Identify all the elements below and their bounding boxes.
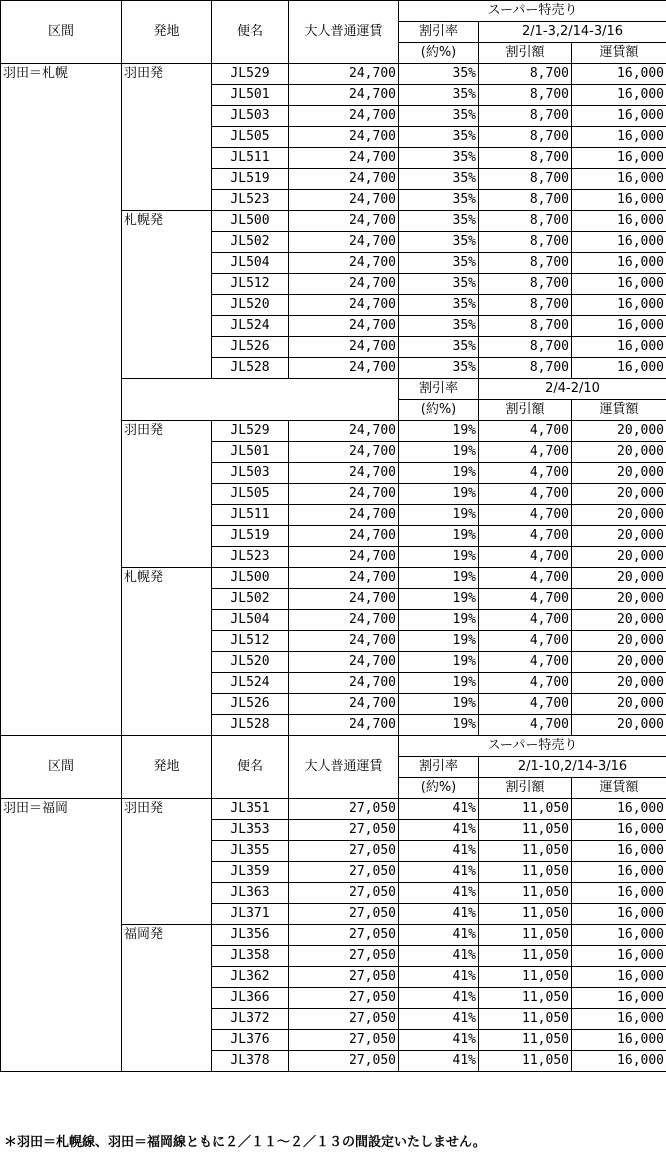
flight-number: JL505 <box>212 484 289 505</box>
col-header-origin: 発地 <box>122 1 212 64</box>
discount-rate-value: 19% <box>399 589 479 610</box>
flight-number: JL500 <box>212 211 289 232</box>
fare-amount-value: 20,000 <box>572 673 666 694</box>
discount-amount-value: 4,700 <box>479 568 572 589</box>
flight-number: JL523 <box>212 547 289 568</box>
normal-fare-value: 24,700 <box>289 106 399 127</box>
flight-number: JL353 <box>212 820 289 841</box>
normal-fare-value: 24,700 <box>289 484 399 505</box>
discount-amount-value: 8,700 <box>479 169 572 190</box>
normal-fare-value: 24,700 <box>289 337 399 358</box>
normal-fare-value: 24,700 <box>289 610 399 631</box>
discount-amount-value: 8,700 <box>479 148 572 169</box>
flight-number: JL526 <box>212 694 289 715</box>
fare-amount-value: 20,000 <box>572 715 666 736</box>
normal-fare-value: 27,050 <box>289 988 399 1009</box>
discount-rate-value: 41% <box>399 967 479 988</box>
discount-amount-value: 4,700 <box>479 652 572 673</box>
fare-amount-value: 20,000 <box>572 505 666 526</box>
discount-amount-value: 8,700 <box>479 253 572 274</box>
col-header-fare-amount: 運賃額 <box>572 778 666 799</box>
discount-amount-value: 8,700 <box>479 127 572 148</box>
flight-number: JL500 <box>212 568 289 589</box>
normal-fare-value: 24,700 <box>289 232 399 253</box>
flight-number: JL359 <box>212 862 289 883</box>
normal-fare-value: 27,050 <box>289 820 399 841</box>
discount-rate-value: 35% <box>399 232 479 253</box>
flight-number: JL524 <box>212 316 289 337</box>
origin-label: 札幌発 <box>122 568 212 736</box>
fare-amount-value: 16,000 <box>572 820 666 841</box>
discount-amount-value: 4,700 <box>479 505 572 526</box>
discount-rate-value: 35% <box>399 316 479 337</box>
flight-number: JL366 <box>212 988 289 1009</box>
discount-amount-value: 4,700 <box>479 547 572 568</box>
period-label: 2/1-3,2/14-3/16 <box>479 22 666 43</box>
fare-amount-value: 16,000 <box>572 169 666 190</box>
col-header-origin: 発地 <box>122 736 212 799</box>
normal-fare-value: 24,700 <box>289 358 399 379</box>
fare-amount-value: 16,000 <box>572 883 666 904</box>
normal-fare-value: 24,700 <box>289 421 399 442</box>
discount-rate-value: 35% <box>399 85 479 106</box>
normal-fare-value: 24,700 <box>289 316 399 337</box>
fare-amount-value: 16,000 <box>572 358 666 379</box>
discount-amount-value: 11,050 <box>479 1030 572 1051</box>
discount-amount-value: 8,700 <box>479 64 572 85</box>
col-header-super-sale: スーパー特売り <box>399 1 666 22</box>
fare-amount-value: 16,000 <box>572 316 666 337</box>
flight-number: JL512 <box>212 631 289 652</box>
normal-fare-value: 24,700 <box>289 652 399 673</box>
normal-fare-value: 24,700 <box>289 442 399 463</box>
discount-rate-value: 41% <box>399 1009 479 1030</box>
discount-rate-value: 41% <box>399 904 479 925</box>
discount-amount-value: 11,050 <box>479 799 572 820</box>
flight-number: JL520 <box>212 652 289 673</box>
discount-rate-value: 19% <box>399 505 479 526</box>
discount-rate-value: 41% <box>399 820 479 841</box>
flight-number: JL351 <box>212 799 289 820</box>
col-header-approx-pct: (約%) <box>399 400 479 421</box>
fare-amount-value: 16,000 <box>572 1051 666 1072</box>
discount-rate-value: 41% <box>399 925 479 946</box>
flight-number: JL378 <box>212 1051 289 1072</box>
discount-amount-value: 11,050 <box>479 1051 572 1072</box>
table-row <box>1 64 666 85</box>
normal-fare-value: 24,700 <box>289 526 399 547</box>
origin-label: 札幌発 <box>122 211 212 379</box>
fare-amount-value: 16,000 <box>572 841 666 862</box>
col-header-normal-fare: 大人普通運賃 <box>289 1 399 64</box>
col-header-normal-fare: 大人普通運賃 <box>289 736 399 799</box>
col-header-section: 区間 <box>1 1 122 64</box>
fare-amount-value: 20,000 <box>572 526 666 547</box>
normal-fare-value: 27,050 <box>289 946 399 967</box>
fare-amount-value: 16,000 <box>572 967 666 988</box>
fare-amount-value: 20,000 <box>572 463 666 484</box>
discount-amount-value: 8,700 <box>479 211 572 232</box>
normal-fare-value: 24,700 <box>289 673 399 694</box>
discount-rate-value: 41% <box>399 1051 479 1072</box>
flight-number: JL511 <box>212 505 289 526</box>
normal-fare-value: 24,700 <box>289 274 399 295</box>
flight-number: JL529 <box>212 421 289 442</box>
discount-amount-value: 11,050 <box>479 988 572 1009</box>
discount-amount-value: 8,700 <box>479 190 572 211</box>
normal-fare-value: 24,700 <box>289 253 399 274</box>
fare-amount-value: 16,000 <box>572 1030 666 1051</box>
header-row <box>1 736 666 757</box>
flight-number: JL512 <box>212 274 289 295</box>
discount-amount-value: 4,700 <box>479 463 572 484</box>
discount-amount-value: 11,050 <box>479 967 572 988</box>
discount-amount-value: 8,700 <box>479 85 572 106</box>
discount-amount-value: 4,700 <box>479 442 572 463</box>
origin-label: 羽田発 <box>122 64 212 211</box>
flight-number: JL362 <box>212 967 289 988</box>
discount-rate-value: 19% <box>399 631 479 652</box>
period-label: 2/4-2/10 <box>479 379 666 400</box>
discount-rate-value: 35% <box>399 253 479 274</box>
fare-amount-value: 16,000 <box>572 211 666 232</box>
discount-rate-value: 35% <box>399 358 479 379</box>
discount-amount-value: 8,700 <box>479 106 572 127</box>
flight-number: JL502 <box>212 589 289 610</box>
discount-rate-value: 19% <box>399 715 479 736</box>
fare-amount-value: 16,000 <box>572 253 666 274</box>
normal-fare-value: 27,050 <box>289 967 399 988</box>
discount-amount-value: 4,700 <box>479 715 572 736</box>
discount-rate-value: 35% <box>399 274 479 295</box>
col-header-discount-amount: 割引額 <box>479 400 572 421</box>
table-row <box>1 799 666 820</box>
discount-amount-value: 8,700 <box>479 232 572 253</box>
discount-rate-value: 19% <box>399 421 479 442</box>
flight-number: JL503 <box>212 463 289 484</box>
fare-amount-value: 20,000 <box>572 652 666 673</box>
fare-amount-value: 16,000 <box>572 190 666 211</box>
discount-amount-value: 4,700 <box>479 421 572 442</box>
normal-fare-value: 24,700 <box>289 547 399 568</box>
discount-amount-value: 4,700 <box>479 673 572 694</box>
normal-fare-value: 24,700 <box>289 589 399 610</box>
normal-fare-value: 24,700 <box>289 64 399 85</box>
normal-fare-value: 27,050 <box>289 841 399 862</box>
fare-amount-value: 20,000 <box>572 589 666 610</box>
discount-rate-value: 19% <box>399 652 479 673</box>
flight-number: JL504 <box>212 253 289 274</box>
discount-rate-value: 41% <box>399 1030 479 1051</box>
fare-amount-value: 16,000 <box>572 799 666 820</box>
flight-number: JL363 <box>212 883 289 904</box>
fare-amount-value: 20,000 <box>572 484 666 505</box>
discount-amount-value: 8,700 <box>479 295 572 316</box>
flight-number: JL502 <box>212 232 289 253</box>
flight-number: JL511 <box>212 148 289 169</box>
col-header-flight: 便名 <box>212 1 289 64</box>
origin-label: 羽田発 <box>122 799 212 925</box>
discount-amount-value: 8,700 <box>479 337 572 358</box>
period-label: 2/1-10,2/14-3/16 <box>479 757 666 778</box>
normal-fare-value: 27,050 <box>289 799 399 820</box>
col-header-flight: 便名 <box>212 736 289 799</box>
normal-fare-value: 27,050 <box>289 1009 399 1030</box>
normal-fare-value: 24,700 <box>289 505 399 526</box>
fare-amount-value: 16,000 <box>572 274 666 295</box>
normal-fare-value: 24,700 <box>289 211 399 232</box>
flight-number: JL526 <box>212 337 289 358</box>
discount-rate-value: 19% <box>399 610 479 631</box>
normal-fare-value: 27,050 <box>289 925 399 946</box>
discount-rate-value: 41% <box>399 799 479 820</box>
fare-amount-value: 20,000 <box>572 694 666 715</box>
discount-rate-value: 19% <box>399 694 479 715</box>
normal-fare-value: 24,700 <box>289 127 399 148</box>
fare-amount-value: 16,000 <box>572 988 666 1009</box>
flight-number: JL501 <box>212 85 289 106</box>
flight-number: JL376 <box>212 1030 289 1051</box>
flight-number: JL519 <box>212 526 289 547</box>
col-header-discount-rate: 割引率 <box>399 22 479 43</box>
flight-number: JL519 <box>212 169 289 190</box>
fare-amount-value: 16,000 <box>572 232 666 253</box>
col-header-discount-rate: 割引率 <box>399 757 479 778</box>
fare-amount-value: 16,000 <box>572 64 666 85</box>
flight-number: JL505 <box>212 127 289 148</box>
flight-number: JL528 <box>212 358 289 379</box>
normal-fare-value: 24,700 <box>289 631 399 652</box>
col-header-section: 区間 <box>1 736 122 799</box>
discount-rate-value: 19% <box>399 547 479 568</box>
fare-amount-value: 16,000 <box>572 295 666 316</box>
discount-rate-value: 35% <box>399 148 479 169</box>
fare-amount-value: 20,000 <box>572 610 666 631</box>
discount-amount-value: 11,050 <box>479 925 572 946</box>
discount-amount-value: 4,700 <box>479 694 572 715</box>
discount-amount-value: 11,050 <box>479 862 572 883</box>
normal-fare-value: 24,700 <box>289 463 399 484</box>
discount-amount-value: 11,050 <box>479 904 572 925</box>
col-header-fare-amount: 運賃額 <box>572 43 666 64</box>
flight-number: JL501 <box>212 442 289 463</box>
discount-rate-value: 35% <box>399 64 479 85</box>
fare-amount-value: 20,000 <box>572 631 666 652</box>
fare-amount-value: 16,000 <box>572 1009 666 1030</box>
flight-number: JL520 <box>212 295 289 316</box>
route-label: 羽田＝札幌 <box>1 64 122 736</box>
fare-amount-value: 16,000 <box>572 862 666 883</box>
flight-number: JL371 <box>212 904 289 925</box>
discount-rate-value: 19% <box>399 463 479 484</box>
flight-number: JL355 <box>212 841 289 862</box>
flight-number: JL523 <box>212 190 289 211</box>
col-header-super-sale: スーパー特売り <box>399 736 666 757</box>
discount-amount-value: 8,700 <box>479 358 572 379</box>
normal-fare-value: 24,700 <box>289 295 399 316</box>
fare-amount-value: 20,000 <box>572 421 666 442</box>
discount-amount-value: 4,700 <box>479 610 572 631</box>
route-label: 羽田＝福岡 <box>1 799 122 1072</box>
discount-rate-value: 41% <box>399 946 479 967</box>
discount-rate-value: 35% <box>399 211 479 232</box>
discount-rate-value: 19% <box>399 484 479 505</box>
flight-number: JL356 <box>212 925 289 946</box>
flight-number: JL358 <box>212 946 289 967</box>
normal-fare-value: 24,700 <box>289 148 399 169</box>
fare-amount-value: 16,000 <box>572 106 666 127</box>
discount-amount-value: 4,700 <box>479 589 572 610</box>
normal-fare-value: 27,050 <box>289 862 399 883</box>
discount-rate-value: 35% <box>399 190 479 211</box>
discount-rate-value: 35% <box>399 169 479 190</box>
discount-amount-value: 11,050 <box>479 841 572 862</box>
fare-amount-value: 16,000 <box>572 148 666 169</box>
fare-amount-value: 16,000 <box>572 904 666 925</box>
discount-amount-value: 11,050 <box>479 883 572 904</box>
fare-amount-value: 16,000 <box>572 946 666 967</box>
origin-label: 羽田発 <box>122 421 212 568</box>
col-header-discount-rate: 割引率 <box>399 379 479 400</box>
discount-rate-value: 19% <box>399 526 479 547</box>
discount-amount-value: 11,050 <box>479 820 572 841</box>
col-header-fare-amount: 運賃額 <box>572 400 666 421</box>
footnote: ＊羽田＝札幌線、羽田＝福岡線ともに２／１１～２／１３の間設定いたしません。 <box>4 1135 486 1150</box>
col-header-approx-pct: (約%) <box>399 778 479 799</box>
normal-fare-value: 27,050 <box>289 1051 399 1072</box>
discount-amount-value: 11,050 <box>479 1009 572 1030</box>
discount-amount-value: 4,700 <box>479 526 572 547</box>
normal-fare-value: 27,050 <box>289 1030 399 1051</box>
normal-fare-value: 24,700 <box>289 694 399 715</box>
fare-amount-value: 20,000 <box>572 547 666 568</box>
discount-amount-value: 8,700 <box>479 316 572 337</box>
col-header-discount-amount: 割引額 <box>479 43 572 64</box>
discount-rate-value: 41% <box>399 883 479 904</box>
discount-rate-value: 35% <box>399 106 479 127</box>
col-header-approx-pct: (約%) <box>399 43 479 64</box>
origin-label: 福岡発 <box>122 925 212 1072</box>
fare-amount-value: 16,000 <box>572 127 666 148</box>
discount-rate-value: 35% <box>399 295 479 316</box>
discount-rate-value: 35% <box>399 127 479 148</box>
discount-amount-value: 8,700 <box>479 274 572 295</box>
normal-fare-value: 24,700 <box>289 85 399 106</box>
normal-fare-value: 24,700 <box>289 568 399 589</box>
flight-number: JL372 <box>212 1009 289 1030</box>
discount-rate-value: 41% <box>399 841 479 862</box>
normal-fare-value: 27,050 <box>289 883 399 904</box>
normal-fare-value: 27,050 <box>289 904 399 925</box>
flight-number: JL524 <box>212 673 289 694</box>
fare-amount-value: 16,000 <box>572 925 666 946</box>
flight-number: JL504 <box>212 610 289 631</box>
fare-amount-value: 20,000 <box>572 442 666 463</box>
normal-fare-value: 24,700 <box>289 715 399 736</box>
header-row <box>1 1 666 22</box>
flight-number: JL503 <box>212 106 289 127</box>
discount-rate-value: 19% <box>399 442 479 463</box>
discount-rate-value: 41% <box>399 862 479 883</box>
col-header-discount-amount: 割引額 <box>479 778 572 799</box>
flight-number: JL529 <box>212 64 289 85</box>
fare-amount-value: 16,000 <box>572 85 666 106</box>
fare-amount-value: 20,000 <box>572 568 666 589</box>
discount-rate-value: 19% <box>399 568 479 589</box>
fare-amount-value: 16,000 <box>572 337 666 358</box>
normal-fare-value: 24,700 <box>289 169 399 190</box>
discount-amount-value: 11,050 <box>479 946 572 967</box>
flight-number: JL528 <box>212 715 289 736</box>
discount-rate-value: 35% <box>399 337 479 358</box>
blank-cell <box>122 379 399 421</box>
discount-amount-value: 4,700 <box>479 631 572 652</box>
discount-amount-value: 4,700 <box>479 484 572 505</box>
discount-rate-value: 41% <box>399 988 479 1009</box>
discount-rate-value: 19% <box>399 673 479 694</box>
normal-fare-value: 24,700 <box>289 190 399 211</box>
